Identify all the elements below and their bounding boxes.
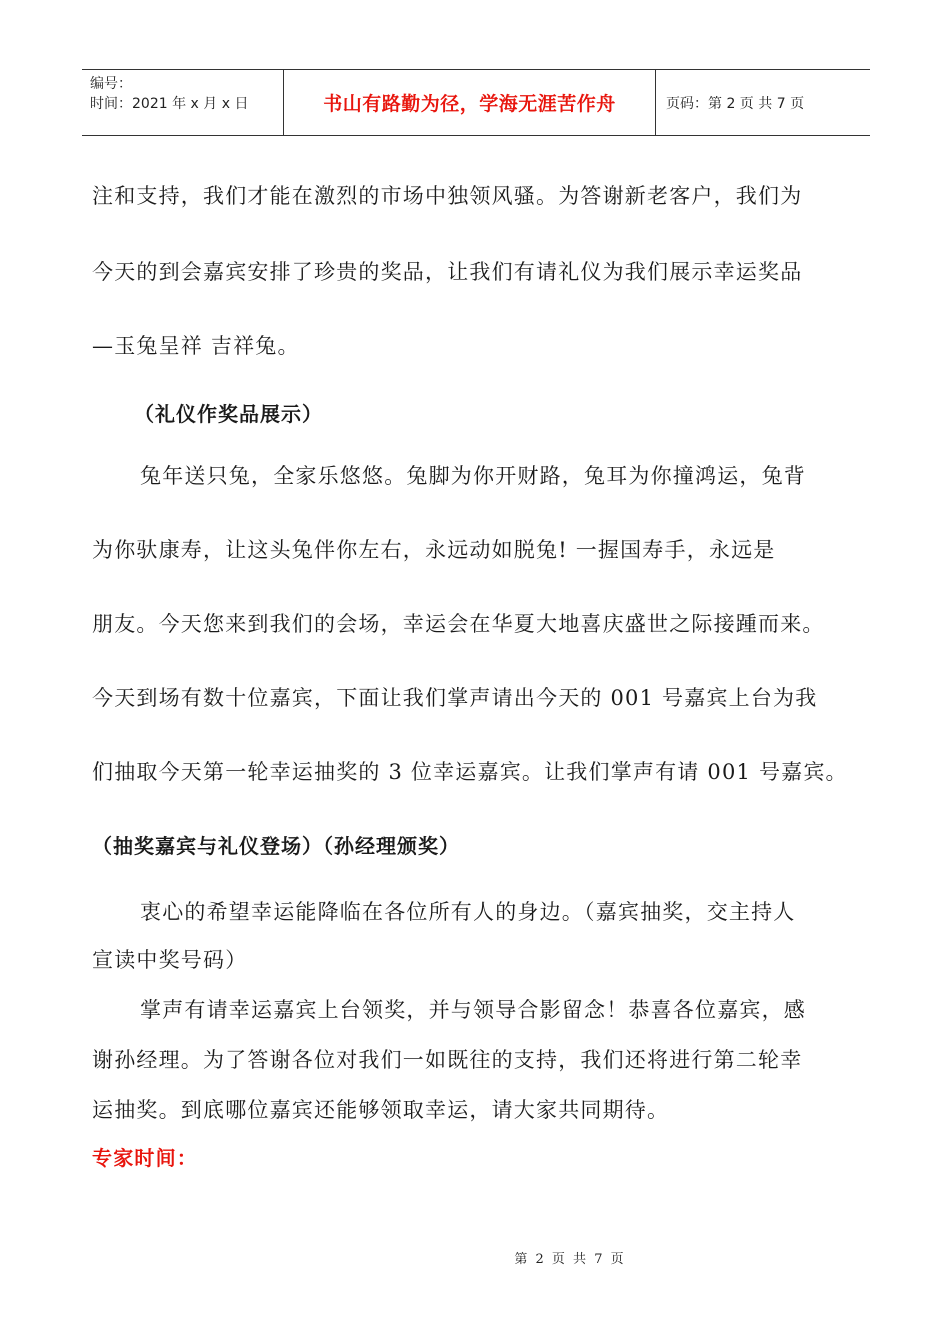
paragraph-line: 们抽取今天第一轮幸运抽奖的 3 位幸运嘉宾。让我们掌声有请 001 号嘉宾。 [92,760,848,784]
paragraph-line: 衷心的希望幸运能降临在各位所有人的身边。（嘉宾抽奖，交主持人 [140,900,796,924]
paragraph-line: 谢孙经理。为了答谢各位对我们一如既往的支持，我们还将进行第二轮幸 [92,1048,803,1072]
paragraph-line: 今天的到会嘉宾安排了珍贵的奖品，让我们有请礼仪为我们展示幸运奖品 [92,260,803,284]
header-table [82,69,870,136]
paragraph-line: 运抽奖。到底哪位嘉宾还能够领取幸运，请大家共同期待。 [92,1098,670,1122]
header-page-number: 页码：第 2 页 共 7 页 [666,95,805,112]
paragraph-line: 今天到场有数十位嘉宾，下面让我们掌声请出今天的 001 号嘉宾上台为我 [92,686,818,710]
section-heading: 专家时间： [92,1146,198,1170]
document-number: 编号： [90,76,132,92]
page-footer: 第 2 页 共 7 页 [514,1252,626,1267]
stage-direction: （抽奖嘉宾与礼仪登场）（孙经理颁奖） [92,834,460,858]
paragraph-line: 掌声有请幸运嘉宾上台领奖，并与领导合影留念！恭喜各位嘉宾，感 [140,998,806,1022]
document-date: 时间：2021 年 x 月 x 日 [90,96,249,112]
paragraph-line: 注和支持，我们才能在激烈的市场中独领风骚。为答谢新老客户，我们为 [92,184,803,208]
stage-direction: （礼仪作奖品展示） [134,402,323,426]
paragraph-line: 朋友。今天您来到我们的会场，幸运会在华夏大地喜庆盛世之际接踵而来。 [92,612,825,636]
paragraph-line: 宣读中奖号码） [92,948,248,972]
header-meta [82,70,284,135]
header-motto: 书山有路勤为径，学海无涯苦作舟 [284,70,656,135]
paragraph-line: 兔年送只兔，全家乐悠悠。兔脚为你开财路，兔耳为你撞鸿运，兔背 [140,464,806,488]
paragraph-line: —玉兔呈祥 吉祥兔。 [92,334,300,358]
paragraph-line: 为你驮康寿，让这头兔伴你左右，永远动如脱兔! 一握国寿手，永远是 [92,538,776,562]
